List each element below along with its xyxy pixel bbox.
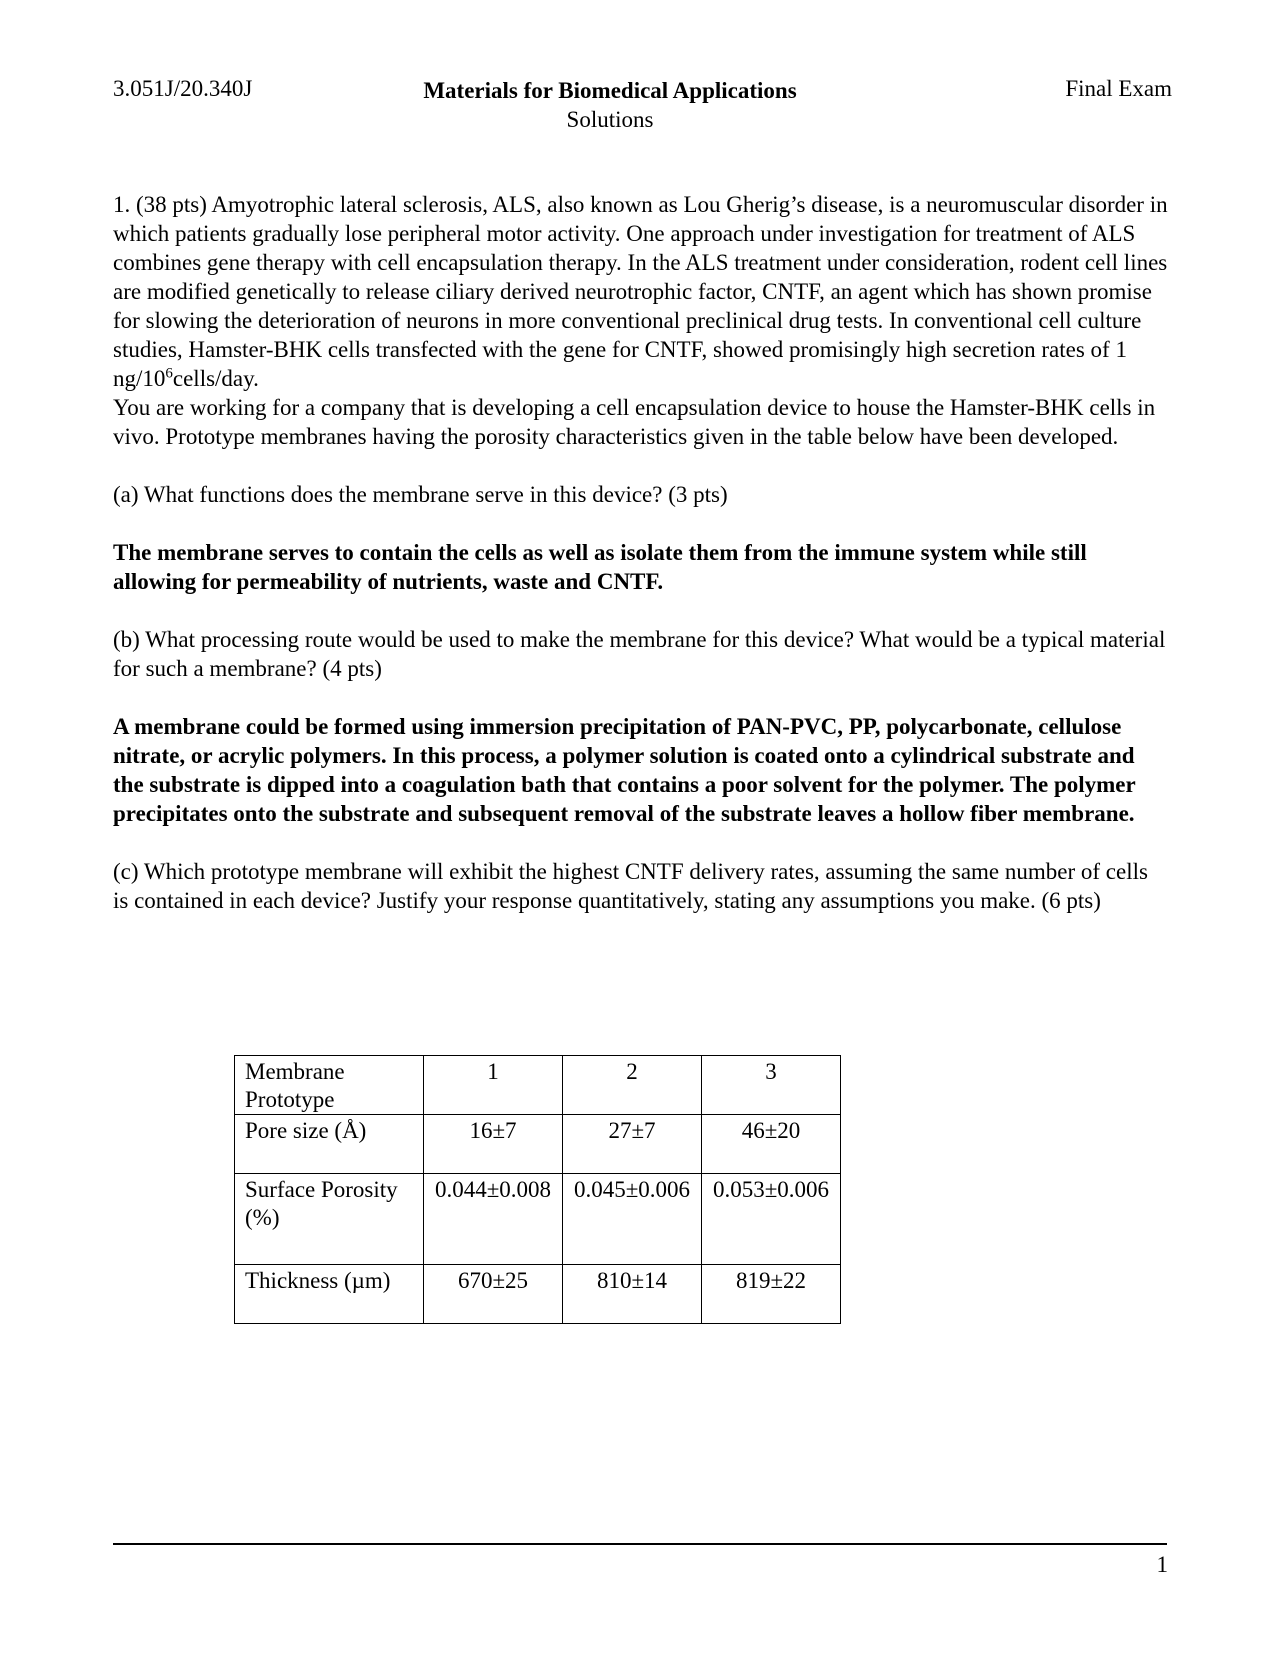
- table-column-header: 2: [563, 1056, 702, 1115]
- table-row-label: Surface Porosity (%): [235, 1174, 424, 1265]
- table-cell: 810±14: [563, 1265, 702, 1324]
- table-row-label: Pore size (Å): [235, 1115, 424, 1174]
- page-number: 1: [1156, 1552, 1168, 1577]
- membrane-prototype-table: [234, 1055, 841, 1324]
- table-cell: 46±20: [702, 1115, 841, 1174]
- part-b-question: (b) What processing route would be used to make the membrane for this device? What would be a typical material for such a membrane? (4 pts): [113, 627, 1166, 681]
- question-intro-text: 1. (38 pts) Amyotrophic lateral sclerosis, ALS, also known as Lou Gherig’s disease, is a neuromuscular disorder in which patients gradually lose peripheral motor activity. One approach under investigation for treatment of ALS combines gene therapy with cell encapsulation therapy. In the ALS treatment under consideration, rodent cell lines are modified genetically to release ciliary derived neurotrophic factor, CNTF, an agent which has shown promise for slowing the deterioration of neurons in more conventional preclinical drug tests. In conventional cell culture studies, Hamster-BHK cells transfected with the gene for CNTF, showed promisingly high secretion rates of 1 ng/10: [113, 192, 1168, 391]
- question-body: [113, 190, 1168, 944]
- superscript-exponent: 6: [165, 365, 173, 382]
- table-cell: 27±7: [563, 1115, 702, 1174]
- question-intro: [113, 190, 1168, 393]
- table-row: [235, 1174, 841, 1265]
- table-row: [235, 1265, 841, 1324]
- table-column-header: 3: [702, 1056, 841, 1115]
- footer-divider: [113, 1543, 1167, 1545]
- course-code: 3.051J/20.340J: [113, 76, 253, 101]
- table-header-label: Membrane Prototype: [235, 1056, 424, 1115]
- part-a-answer: The membrane serves to contain the cells as well as isolate them from the immune system while still allowing for permeability of nutrients, waste and CNTF.: [113, 540, 1087, 594]
- table-cell: 0.053±0.006: [702, 1174, 841, 1265]
- table-column-header: 1: [424, 1056, 563, 1115]
- question-context: You are working for a company that is developing a cell encapsulation device to house the Hamster-BHK cells in vivo. Prototype membranes having the porosity characteristics given in the table below have been developed.: [113, 395, 1156, 449]
- document-subtitle: Solutions: [566, 107, 654, 132]
- header-title-block: [400, 76, 820, 134]
- table-cell: 16±7: [424, 1115, 563, 1174]
- table-header-row: [235, 1056, 841, 1115]
- part-a-question: (a) What functions does the membrane serve in this device? (3 pts): [113, 482, 728, 507]
- table-row: [235, 1115, 841, 1174]
- course-title: Materials for Biomedical Applications: [423, 78, 797, 103]
- exam-label: Final Exam: [1065, 76, 1172, 101]
- part-c-question: (c) Which prototype membrane will exhibit the highest CNTF delivery rates, assuming the same number of cells is contained in each device? Justify your response quantitatively, stating any assumptions you make. (6 pts): [113, 859, 1148, 913]
- part-b-answer: A membrane could be formed using immersion precipitation of PAN-PVC, PP, polycarbonate, cellulose nitrate, or acrylic polymers. In this process, a polymer solution is coated onto a cylindrical substrate and the substrate is dipped into a coagulation bath that contains a poor solvent for the polymer. The polymer precipitates onto the substrate and subsequent removal of the substrate leaves a hollow fiber membrane.: [113, 714, 1136, 826]
- table-cell: 819±22: [702, 1265, 841, 1324]
- table-cell: 0.045±0.006: [563, 1174, 702, 1265]
- question-intro-unit: cells/day.: [172, 366, 259, 391]
- table-cell: 670±25: [424, 1265, 563, 1324]
- table-cell: 0.044±0.008: [424, 1174, 563, 1265]
- table-row-label: Thickness (µm): [235, 1265, 424, 1324]
